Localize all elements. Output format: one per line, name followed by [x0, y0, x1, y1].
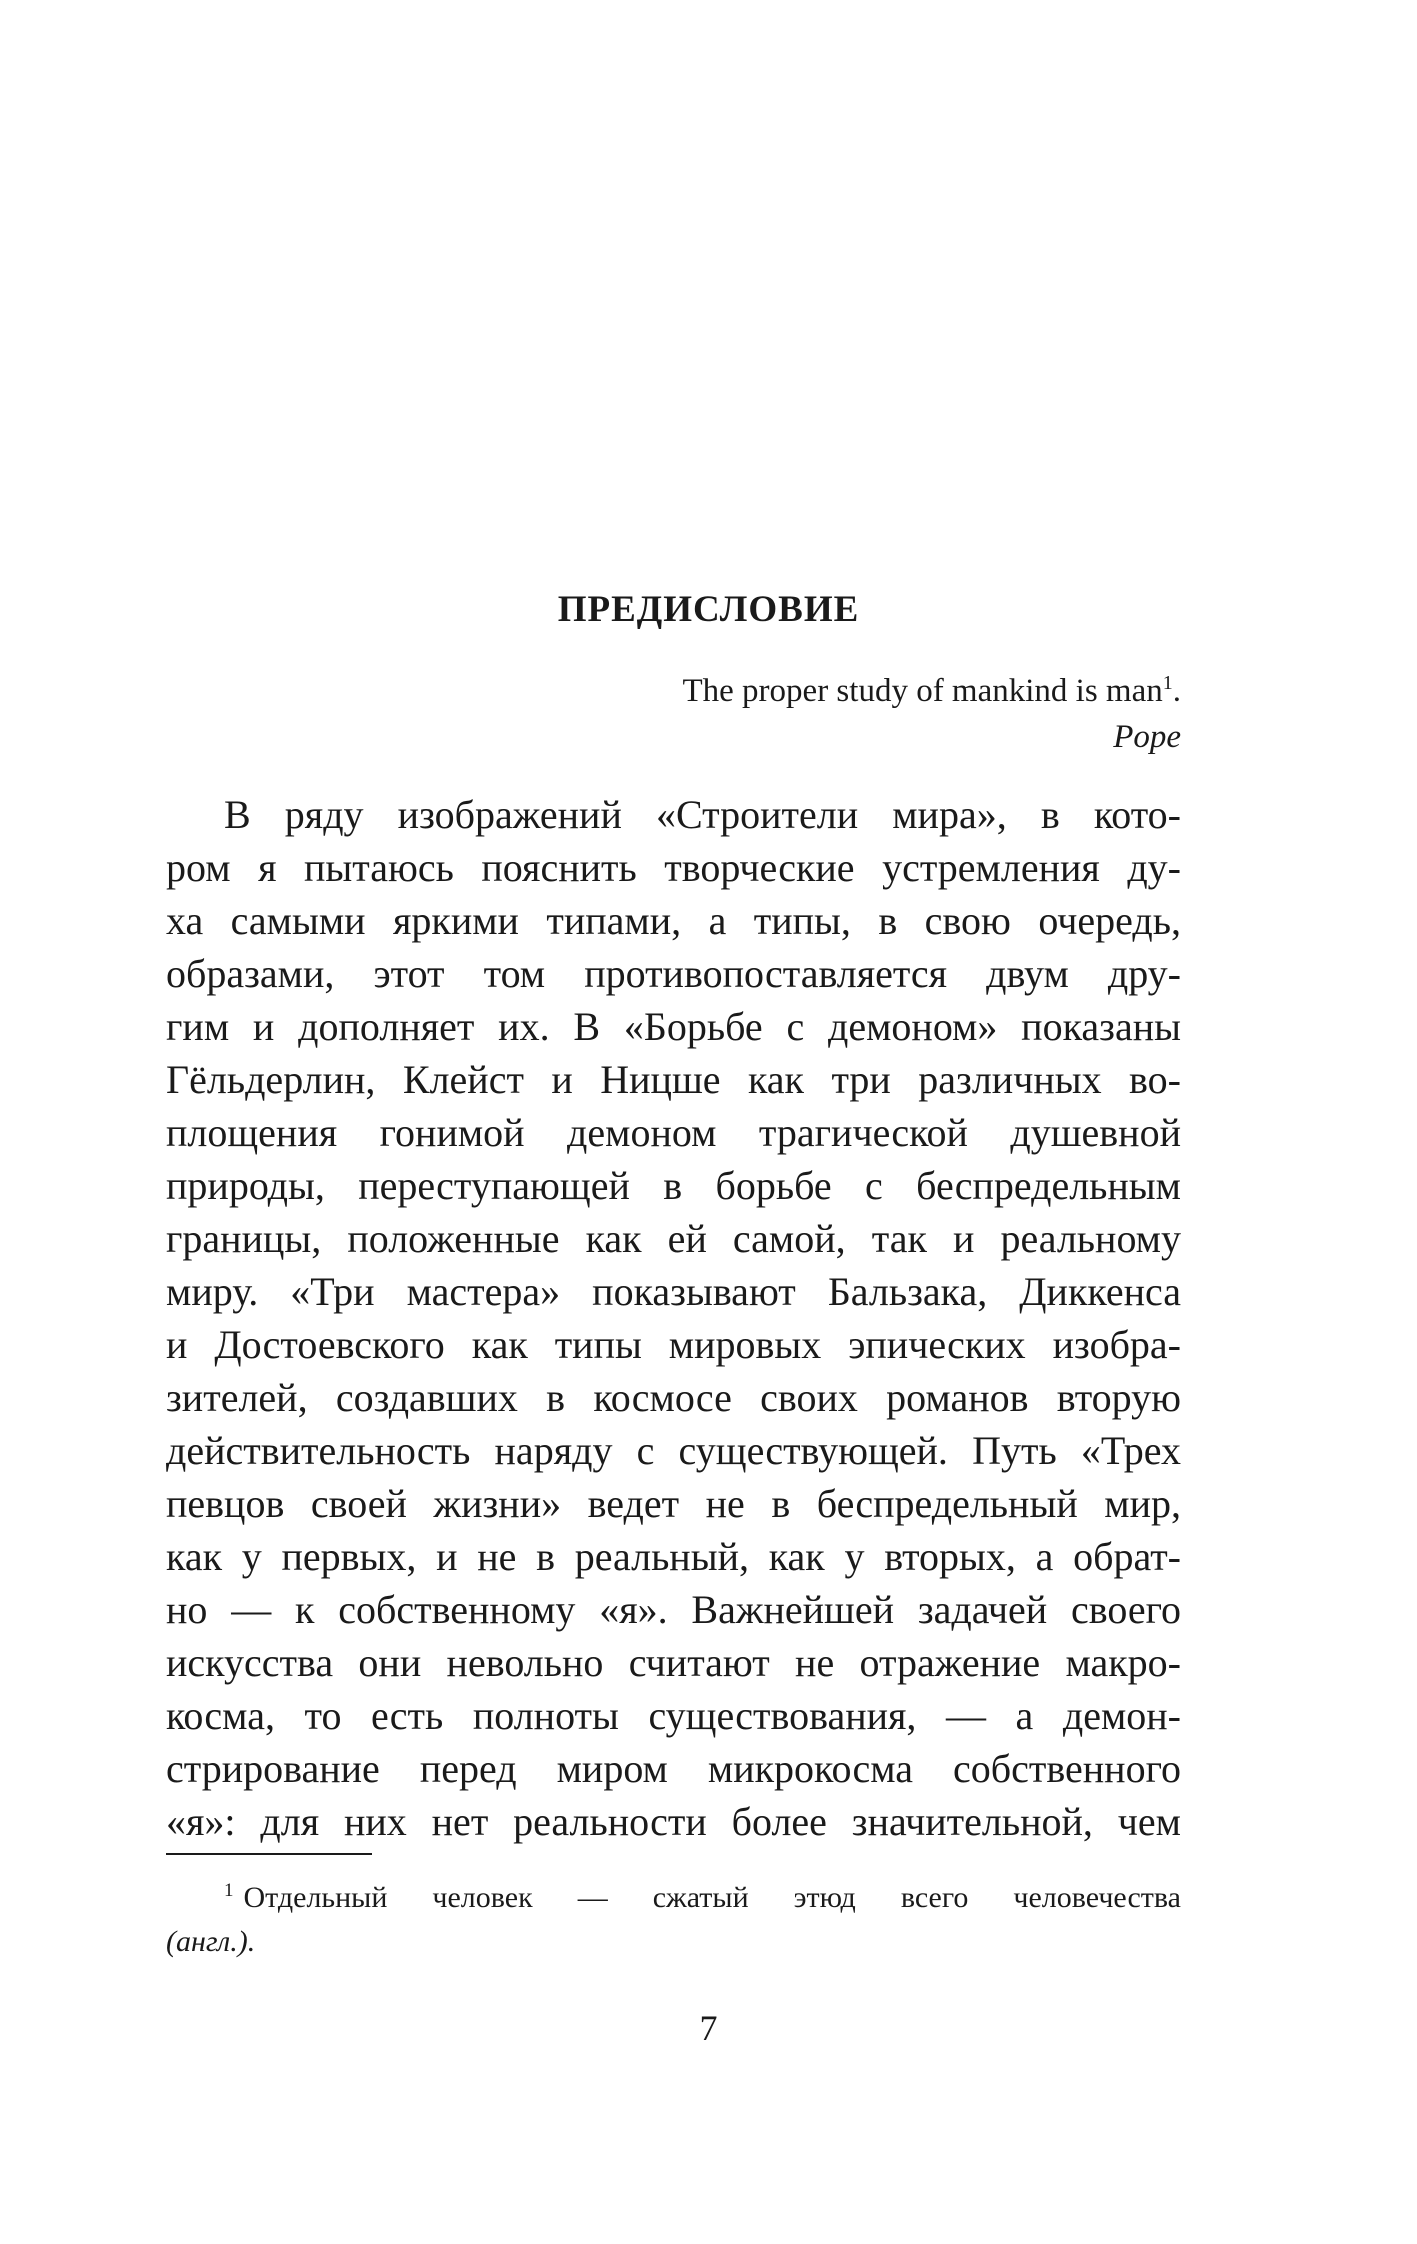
text-line: стрирование перед миром микрокосма собственного — [166, 1746, 1181, 1791]
footnote-divider — [166, 1853, 372, 1855]
chapter-title: ПРЕДИСЛОВИЕ — [557, 589, 860, 630]
text-line: «я»: для них нет реальности более значительной, чем — [166, 1799, 1181, 1844]
epigraph-author: Pope — [1113, 719, 1181, 755]
text-line: образами, этот том противопоставляется двум дру- — [166, 951, 1181, 996]
text-line: миру. «Три мастера» показывают Бальзака, Диккенса — [166, 1269, 1181, 1314]
text-line: как у первых, и не в реальный, как у вторых, а обрат- — [166, 1534, 1181, 1579]
epigraph-quote — [683, 668, 1182, 714]
footnote-text: Отдельный человек — сжатый этюд всего человечества — [243, 1881, 1181, 1914]
text-line: действительность наряду с существующей. Путь «Трех — [166, 1428, 1181, 1473]
body-paragraph — [166, 788, 1181, 1848]
epigraph-quote-end: . — [1172, 673, 1181, 709]
footnote — [166, 1876, 1181, 1964]
text-line: и Достоевского как типы мировых эпических изобра- — [166, 1322, 1181, 1367]
text-line: Гёльдерлин, Клейст и Ницше как три различных во- — [166, 1057, 1181, 1102]
text-line: зителей, создавших в космосе своих романов вторую — [166, 1375, 1181, 1420]
text-line: косма, то есть полноты существования, — а демон- — [166, 1693, 1181, 1738]
text-line: площения гонимой демоном трагической душевной — [166, 1110, 1181, 1155]
text-line: природы, переступающей в борьбе с беспредельным — [166, 1163, 1181, 1208]
footnote-marker: 1 — [224, 1880, 234, 1901]
text-line: ха самыми яркими типами, а типы, в свою очередь, — [166, 898, 1181, 943]
epigraph — [683, 668, 1182, 760]
page-number: 7 — [699, 2008, 718, 2048]
epigraph-quote-text: The proper study of mankind is man — [682, 673, 1163, 709]
footnote-language-note: (англ.). — [166, 1925, 256, 1958]
text-line: гим и дополняет их. В «Борьбе с демоном» показаны — [166, 1004, 1181, 1049]
text-line: но — к собственному «я». Важнейшей задачей своего — [166, 1587, 1181, 1632]
footnote-line — [166, 1876, 1181, 1920]
text-line: ром я пытаюсь пояснить творческие устремления ду- — [166, 845, 1181, 890]
text-line: границы, положенные как ей самой, так и реальному — [166, 1216, 1181, 1261]
text-line: искусства они невольно считают не отражение макро- — [166, 1640, 1181, 1685]
text-line: певцов своей жизни» ведет не в беспредельный мир, — [166, 1481, 1181, 1526]
text-line: В ряду изображений «Строители мира», в кото- — [224, 792, 1181, 837]
epigraph-footnote-ref: 1 — [1162, 672, 1173, 694]
